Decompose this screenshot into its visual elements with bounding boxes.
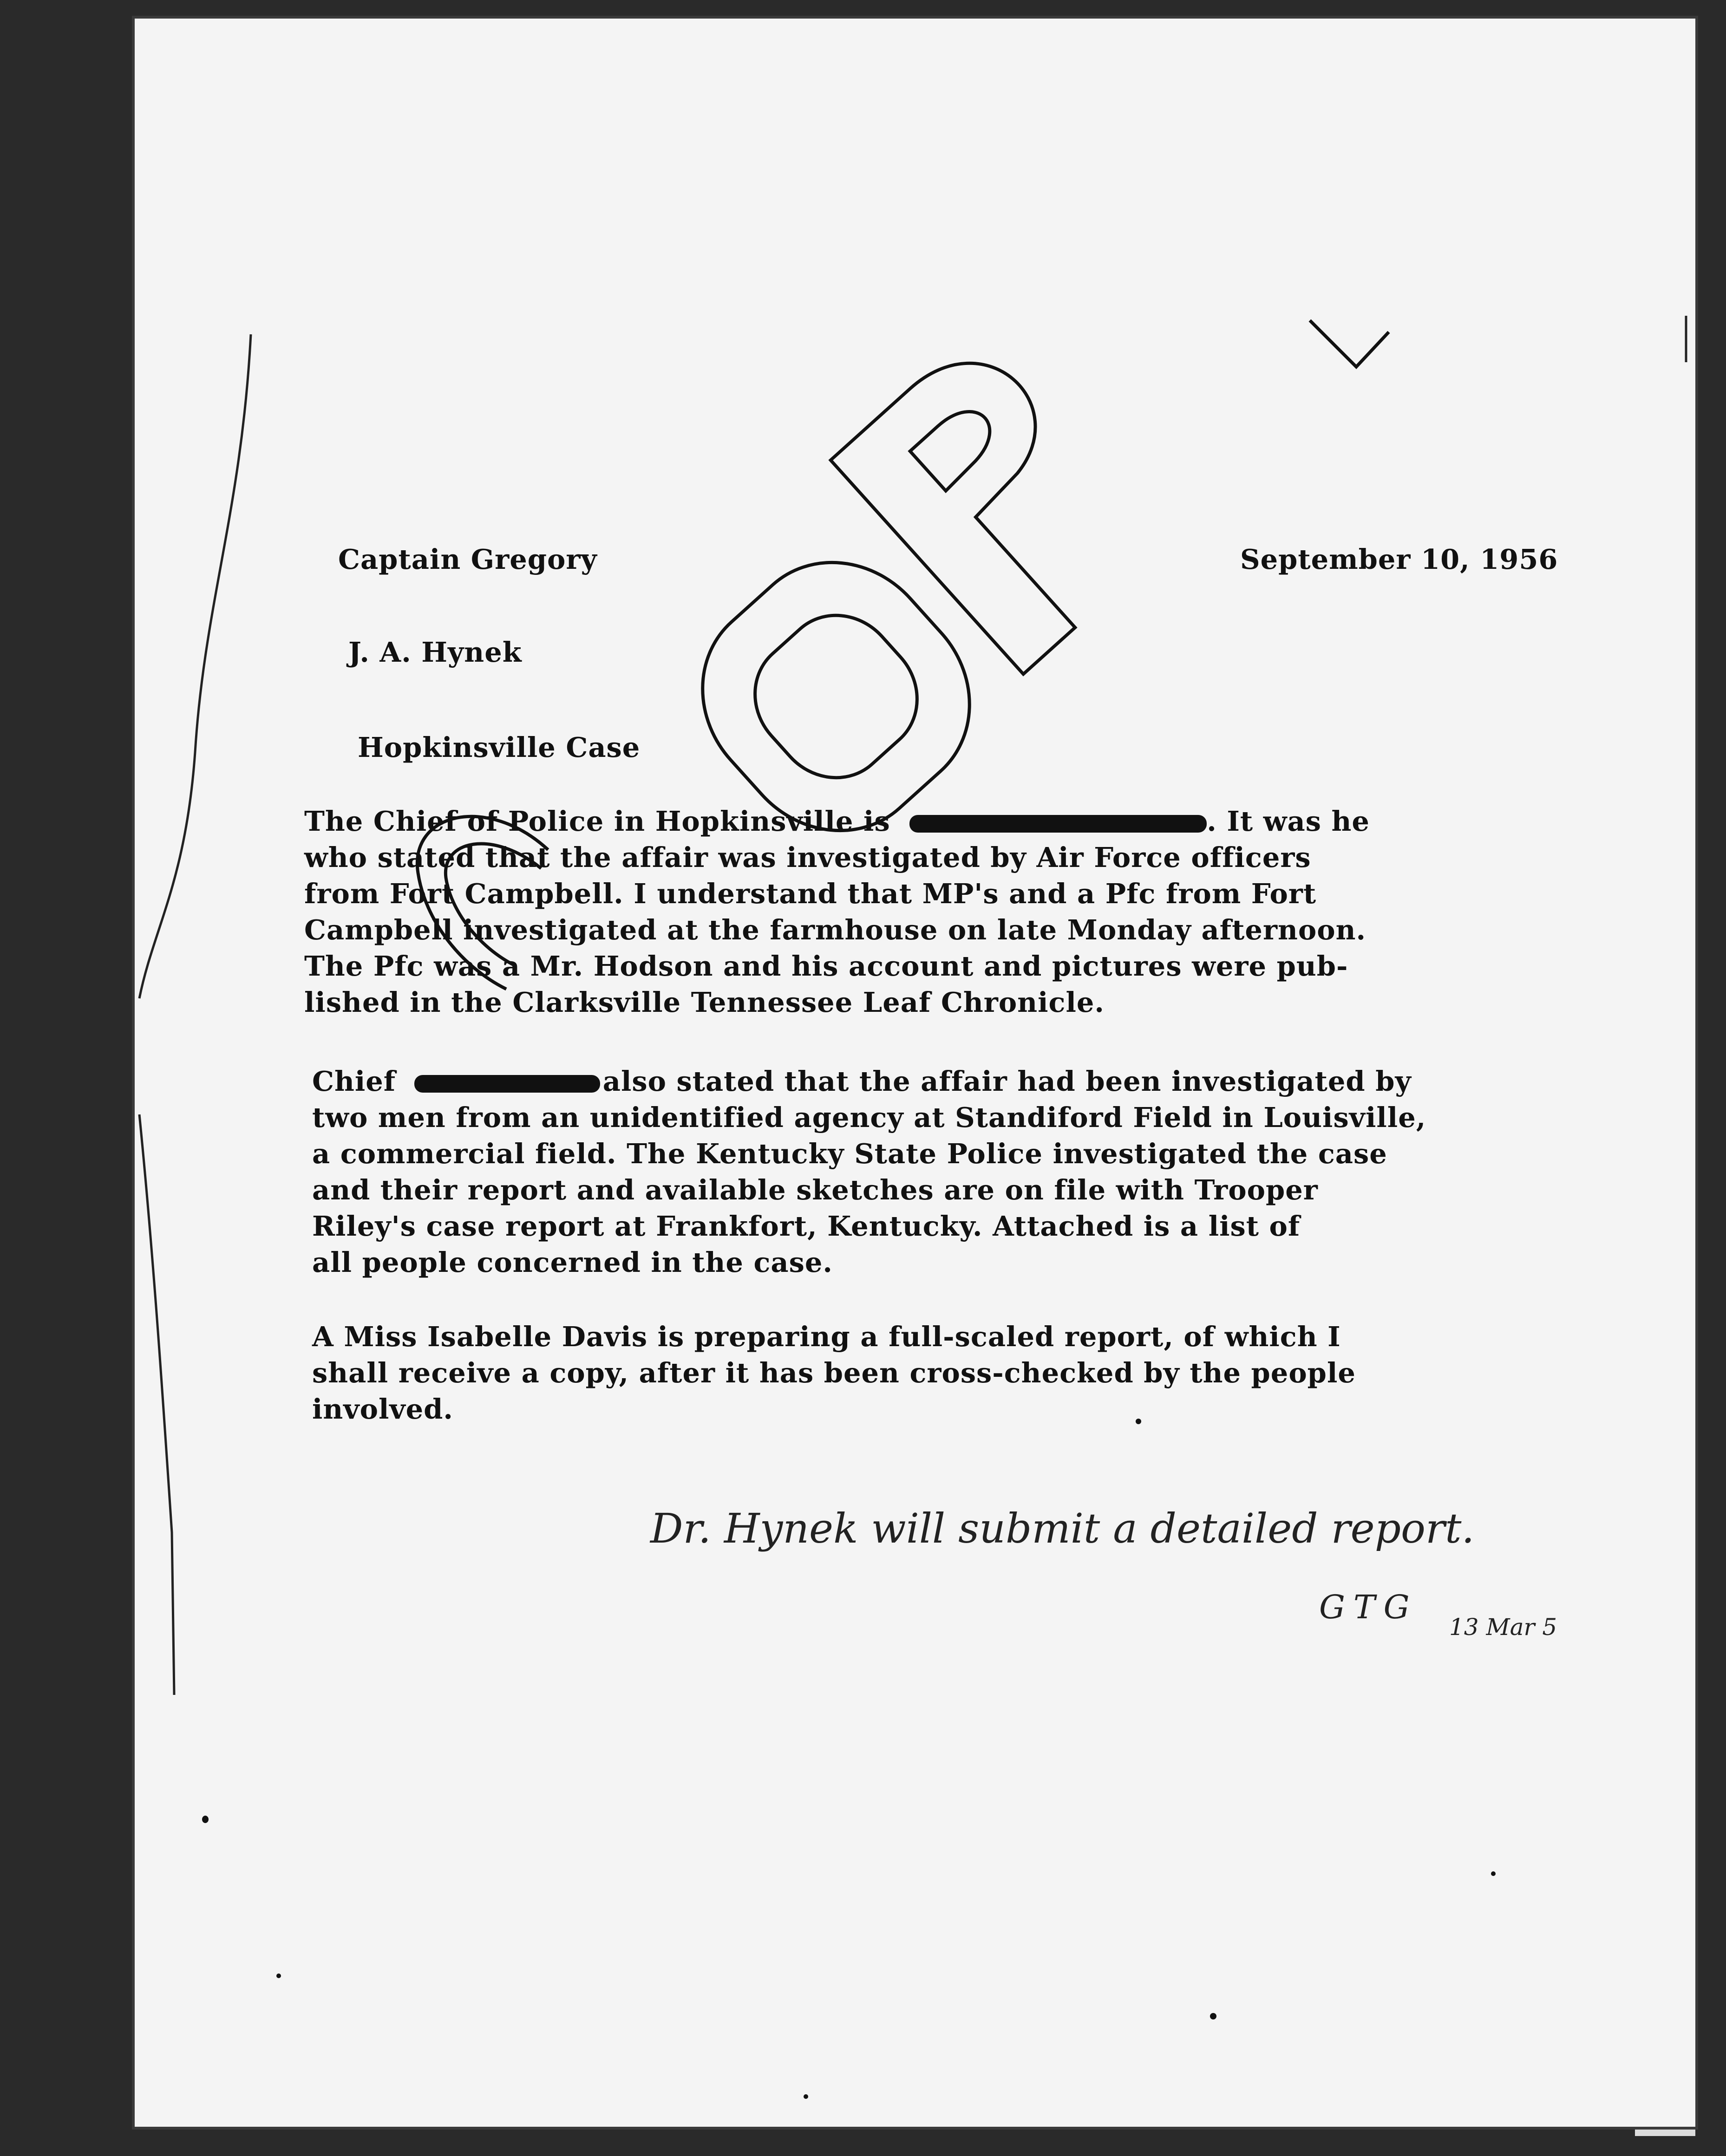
- memo-date: September 10, 1956: [1240, 543, 1558, 575]
- redaction-bar: [909, 815, 1207, 833]
- text-line: lished in the Clarksville Tennessee Leaf Chronicle.: [304, 986, 1105, 1018]
- text-line: Campbell investigated at the farmhouse on late Monday afternoon.: [304, 914, 1366, 946]
- text-line: [304, 803, 1370, 840]
- text-segment: Chief: [312, 1065, 396, 1097]
- handwritten-note: Dr. Hynek will submit a detailed report.: [650, 1505, 1475, 1552]
- text-line: two men from an unidentified agency at Standiford Field in Louisville,: [312, 1101, 1426, 1133]
- text-line: The Pfc was a Mr. Hodson and his account and pictures were pub-: [304, 950, 1348, 982]
- dust-speck: [276, 1974, 281, 1978]
- memo-to: Captain Gregory: [338, 543, 597, 575]
- text-line: and their report and available sketches are on file with Trooper: [312, 1174, 1318, 1206]
- handwritten-date: 13 Mar 5: [1449, 1614, 1557, 1641]
- text-segment: also stated that the affair had been investigated by: [602, 1065, 1412, 1097]
- dust-speck: [1136, 1419, 1141, 1424]
- handwritten-initials: GTG: [1319, 1588, 1418, 1626]
- redaction-bar: [414, 1075, 600, 1093]
- text-line: all people concerned in the case.: [312, 1246, 833, 1278]
- dust-speck: [1491, 1871, 1496, 1876]
- text-line: A Miss Isabelle Davis is preparing a full-scaled report, of which I: [312, 1321, 1341, 1353]
- text-line: a commercial field. The Kentucky State Police investigated the case: [312, 1138, 1387, 1170]
- text-line: from Fort Campbell. I understand that MP's and a Pfc from Fort: [304, 878, 1317, 910]
- memo-from: J. A. Hynek: [348, 636, 522, 668]
- text-line: shall receive a copy, after it has been cross-checked by the people: [312, 1357, 1356, 1389]
- paragraph-3: [312, 1319, 1356, 1427]
- dust-speck: [1210, 2013, 1216, 2019]
- dust-speck: [202, 1816, 209, 1823]
- text-segment: The Chief of Police in Hopkinsville is: [304, 805, 890, 837]
- memo-subject: Hopkinsville Case: [358, 731, 641, 763]
- text-line: Riley's case report at Frankfort, Kentucky. Attached is a list of: [312, 1210, 1301, 1242]
- paragraph-1: [304, 803, 1370, 1021]
- text-line: who stated that the affair was investigated by Air Force officers: [304, 841, 1311, 873]
- text-segment: . It was he: [1207, 805, 1370, 837]
- dust-speck: [804, 2094, 808, 2099]
- paragraph-2: [312, 1063, 1426, 1281]
- text-line: involved.: [312, 1393, 453, 1425]
- text-line: [312, 1063, 1426, 1100]
